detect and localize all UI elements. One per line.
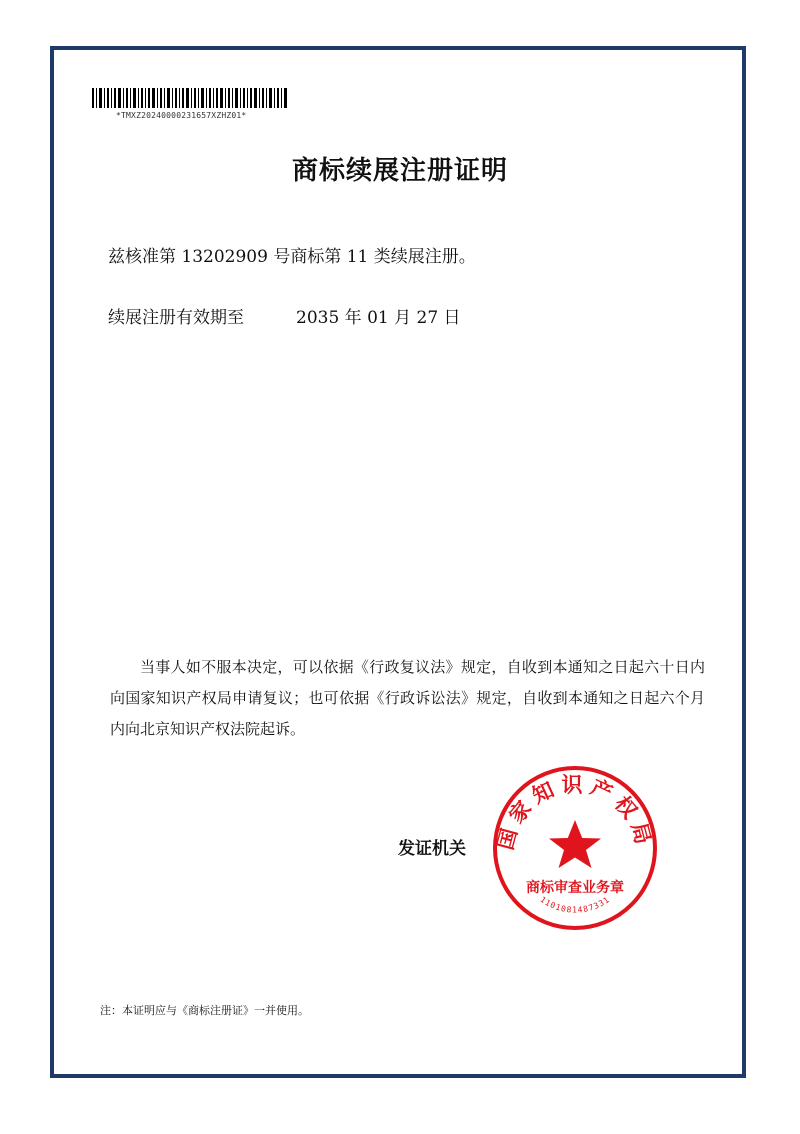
approval-statement: 兹核准第 13202909 号商标第 11 类续展注册。 xyxy=(108,247,476,267)
seal-outer-text: 国家知识产权局 xyxy=(492,772,658,853)
official-seal xyxy=(491,764,659,932)
validity-date: 2035 年 01 月 27 日 xyxy=(296,308,461,328)
barcode xyxy=(92,88,288,108)
star-icon xyxy=(549,820,601,868)
seal-inner-text: 商标审查业务章 xyxy=(526,880,624,896)
barcode-number: *TMXZ20240000231657XZHZ01* xyxy=(116,111,247,120)
document-title: 商标续展注册证明 xyxy=(291,156,508,186)
footnote: 注：本证明应与《商标注册证》一并使用。 xyxy=(100,1004,309,1017)
validity-label: 续展注册有效期至 xyxy=(108,308,244,328)
validity-line xyxy=(108,303,461,328)
seal-code: 1101081487331 xyxy=(538,894,612,915)
issuer-label: 发证机关 xyxy=(398,839,466,859)
appeal-notice: 当事人如不服本决定，可以依据《行政复议法》规定，自收到本通知之日起六十日内向国家知识产权局申请复议；也可依据《行政诉讼法》规定，自收到本通知之日起六个月内向北京知识产权法院起诉。 xyxy=(110,658,705,738)
